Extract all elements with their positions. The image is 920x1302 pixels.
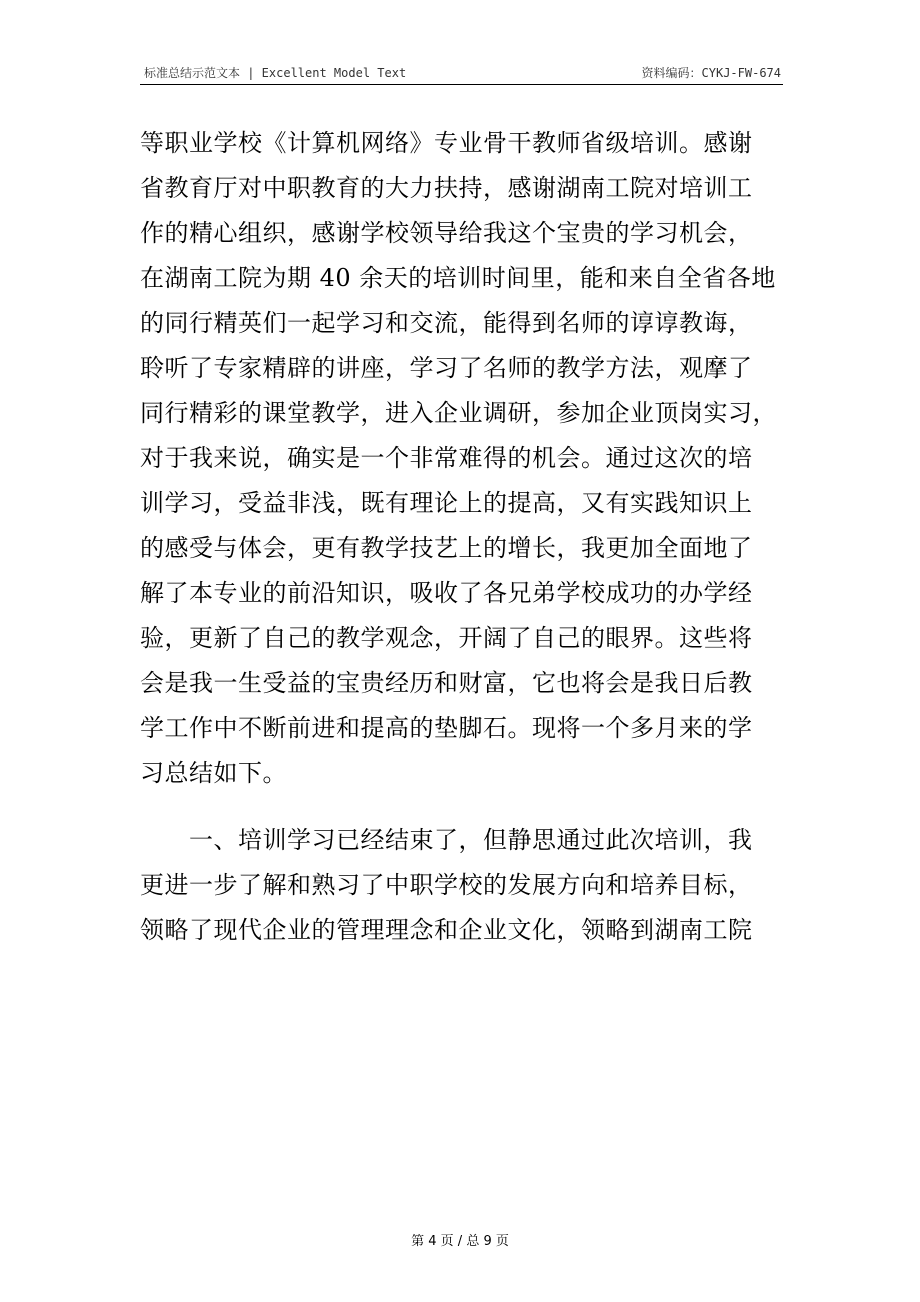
text-line: 一、培训学习已经结束了，但静思通过此次培训，我 (140, 826, 753, 854)
text-line: 聆听了专家精辟的讲座，学习了名师的教学方法，观摩了 (140, 354, 753, 382)
text-line: 解了本专业的前沿知识，吸收了各兄弟学校成功的办学经 (140, 579, 753, 607)
text-line: 的同行精英们一起学习和交流，能得到名师的谆谆教诲， (140, 309, 753, 337)
text-line: 训学习，受益非浅，既有理论上的提高，又有实践知识上 (140, 489, 753, 517)
paragraph-2 (140, 818, 790, 953)
document-code: 资料编码：CYKJ-FW-674 (641, 66, 781, 80)
page-header (140, 62, 783, 85)
text-line: 在湖南工院为期 40 余天的培训时间里，能和来自全省各地 (140, 264, 776, 292)
text-line: 领略了现代企业的管理理念和企业文化，领略到湖南工院 (140, 916, 753, 944)
header-title: 标准总结示范文本 | Excellent Model Text (144, 66, 407, 80)
page-number: 第 4 页 / 总 9 页 (411, 1234, 509, 1249)
text-line: 验，更新了自己的教学观念，开阔了自己的眼界。这些将 (140, 624, 753, 652)
paragraph-1 (140, 121, 790, 796)
text-line: 对于我来说，确实是一个非常难得的机会。通过这次的培 (140, 444, 753, 472)
text-line: 作的精心组织，感谢学校领导给我这个宝贵的学习机会， (140, 219, 753, 247)
text-line: 的感受与体会，更有教学技艺上的增长，我更加全面地了 (140, 534, 753, 562)
text-line: 学工作中不断前进和提高的垫脚石。现将一个多月来的学 (140, 714, 753, 742)
text-line: 同行精彩的课堂教学，进入企业调研，参加企业顶岗实习， (140, 399, 777, 427)
text-line: 等职业学校《计算机网络》专业骨干教师省级培训。感谢 (140, 129, 753, 157)
text-line: 会是我一生受益的宝贵经历和财富，它也将会是我日后教 (140, 669, 753, 697)
text-line: 更进一步了解和熟习了中职学校的发展方向和培养目标， (140, 871, 753, 899)
text-line: 习总结如下。 (140, 759, 287, 787)
text-line: 省教育厅对中职教育的大力扶持，感谢湖南工院对培训工 (140, 174, 753, 202)
document-body (140, 121, 790, 953)
